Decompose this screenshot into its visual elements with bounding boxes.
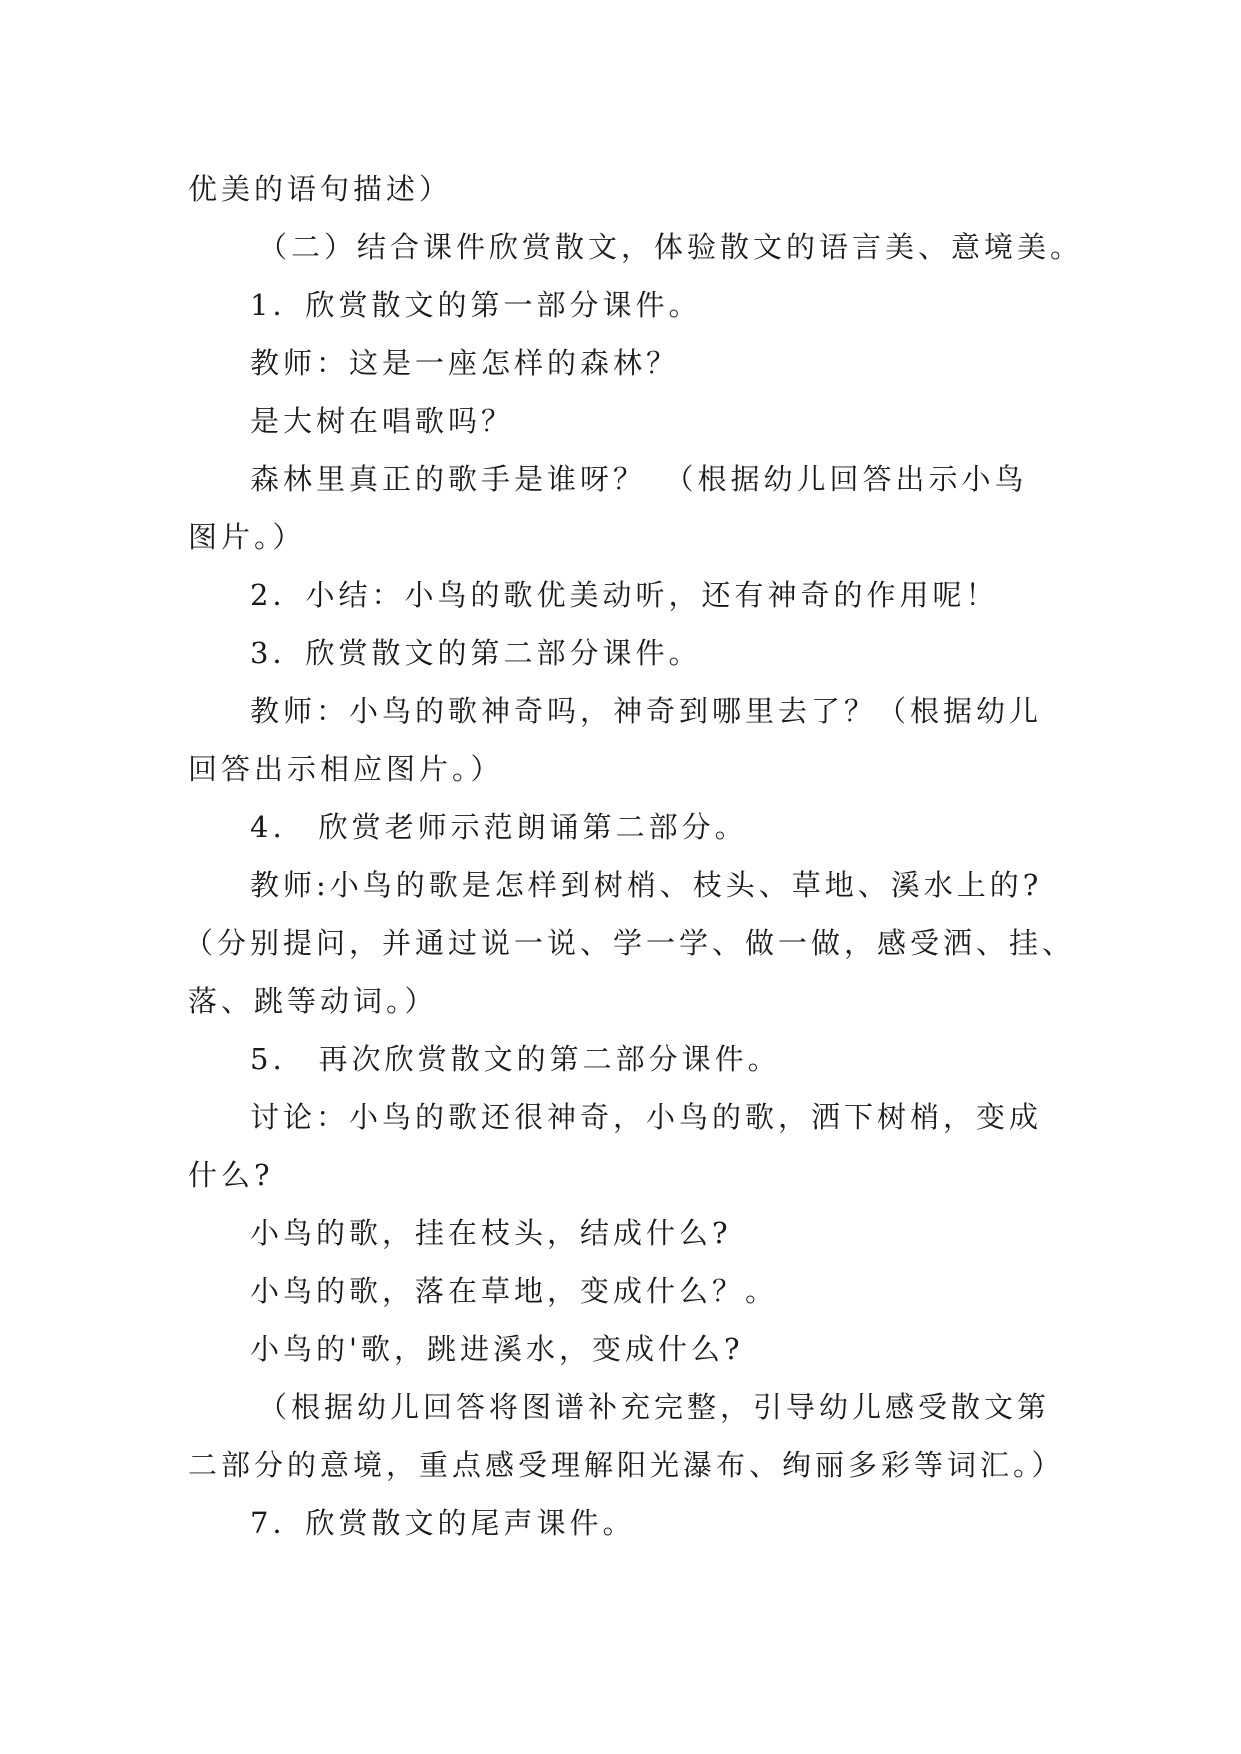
text-line: 小鸟的歌，挂在枝头，结成什么? [250, 1216, 732, 1250]
text-line: 教师：这是一座怎样的森林？ [250, 346, 680, 380]
text-line: 教师:小鸟的歌是怎样到树梢、枝头、草地、溪水上的? [250, 868, 1043, 902]
text-line: 优美的语句描述） [188, 172, 453, 206]
text-line: 讨论：小鸟的歌还很神奇，小鸟的歌，洒下树梢，变成 [250, 1100, 1043, 1134]
text-line: 1．欣赏散文的第一部分课件。 [250, 288, 702, 322]
text-line: 森林里真正的歌手是谁呀？ （根据幼儿回答出示小鸟 [250, 462, 1028, 496]
text-line: 落、跳等动词。） [188, 984, 438, 1018]
text-line: 回答出示相应图片。） [188, 752, 504, 786]
section-heading: （二）结合课件欣赏散文，体验散文的语言美、意境美。 [258, 230, 1084, 264]
text-line: 4. 欣赏老师示范朗诵第二部分。 [250, 810, 748, 844]
text-line: 7．欣赏散文的尾声课件。 [250, 1506, 636, 1540]
text-line: 教师：小鸟的歌神奇吗，神奇到哪里去了？（根据幼儿 [250, 694, 1043, 728]
text-line: 是大树在唱歌吗？ [250, 404, 515, 438]
text-line: （分别提问，并通过说一说、学一学、做一做，感受洒、挂、 [184, 926, 1076, 960]
text-line: 小鸟的'歌，跳进溪水，变成什么? [250, 1332, 744, 1366]
text-line: 2．小结：小鸟的歌优美动听，还有神奇的作用呢！ [250, 578, 999, 612]
text-line: 5. 再次欣赏散文的第二部分课件。 [250, 1042, 781, 1076]
text-line: （根据幼儿回答将图谱补充完整，引导幼儿感受散文第 [258, 1390, 1051, 1424]
text-line: 二部分的意境，重点感受理解阳光瀑布、绚丽多彩等词汇。） [188, 1448, 1065, 1482]
text-line: 3．欣赏散文的第二部分课件。 [250, 636, 702, 670]
text-line: 图片。） [188, 520, 306, 554]
document-body [184, 160, 1084, 1552]
text-line: 小鸟的歌，落在草地，变成什么？。 [250, 1274, 779, 1308]
text-line: 什么? [188, 1158, 274, 1192]
